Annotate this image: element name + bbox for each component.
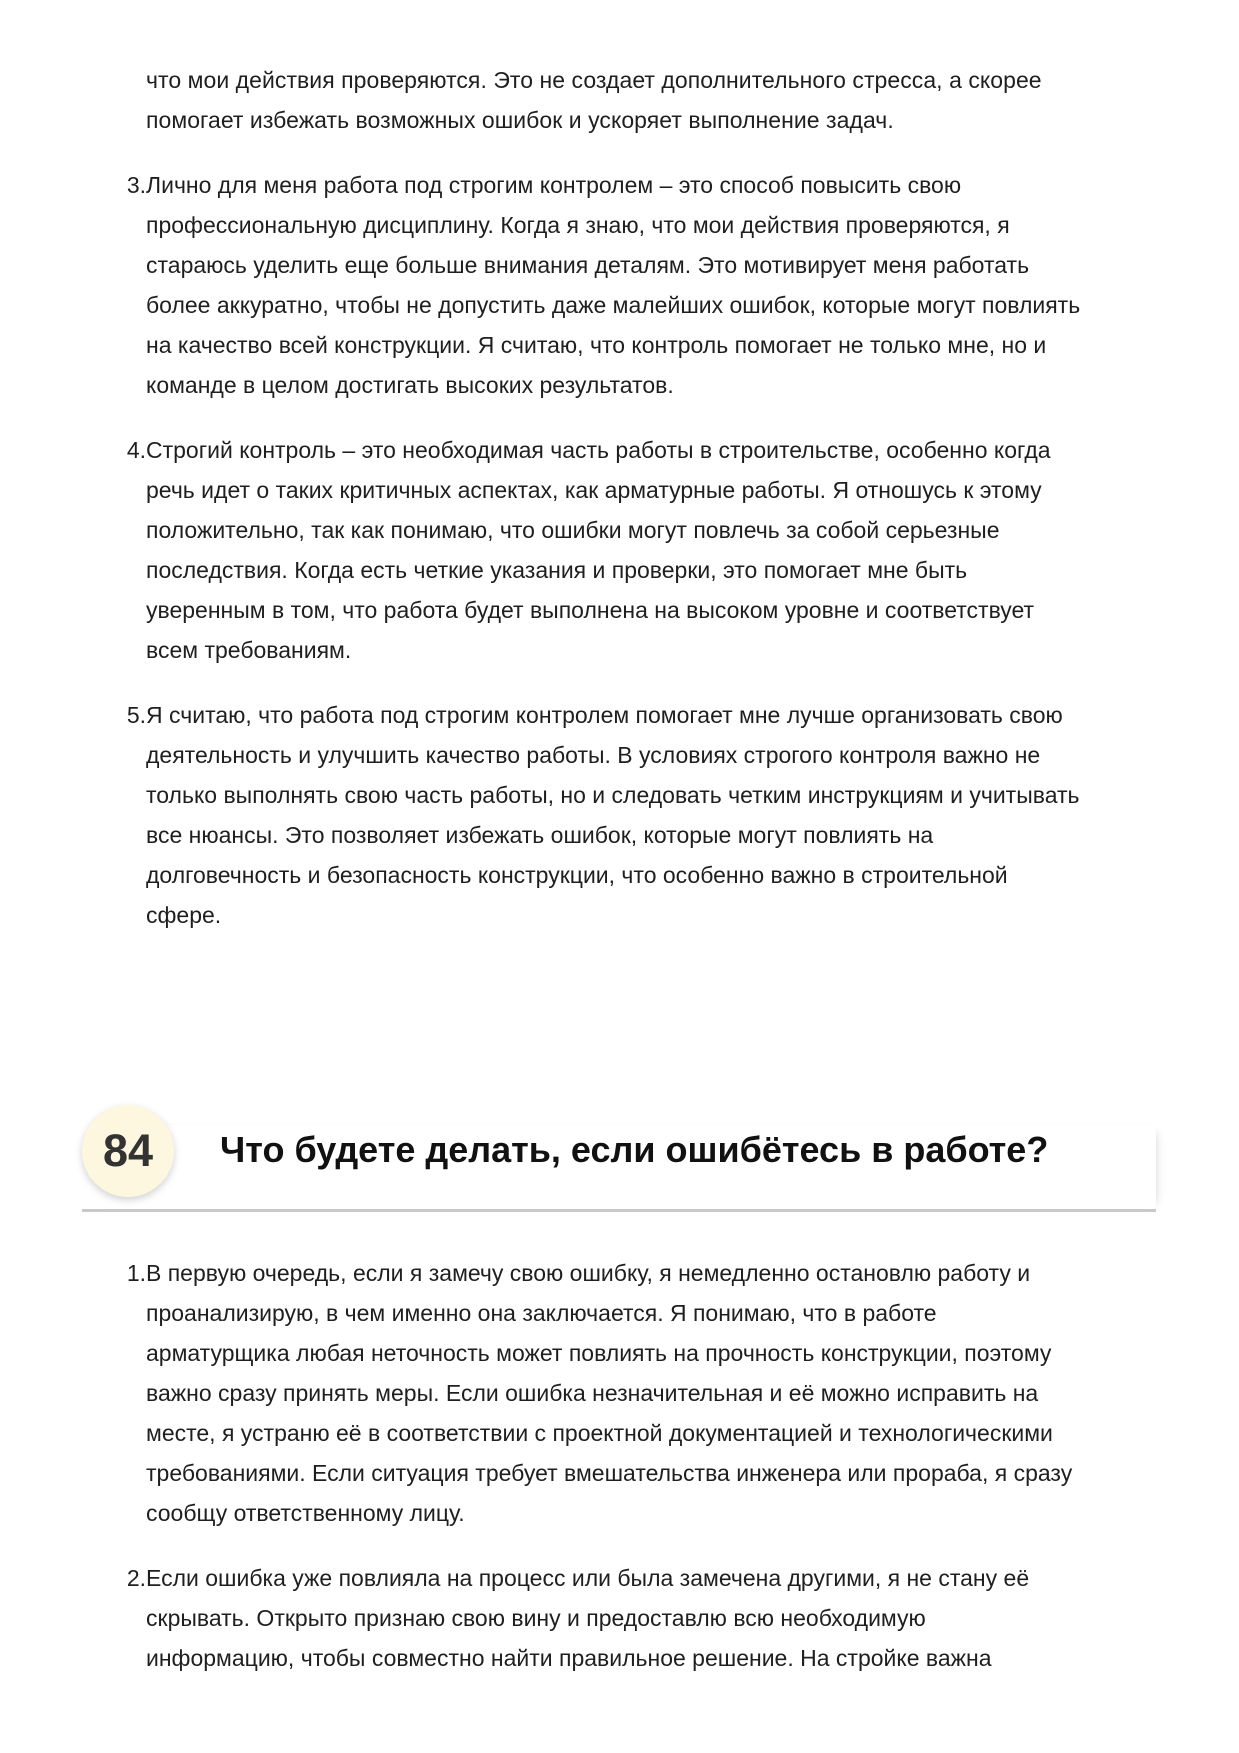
list-item — [120, 165, 1160, 405]
text-line: Лично для меня работа под строгим контролем – это способ повысить свою — [146, 172, 962, 198]
list-item — [120, 1253, 1160, 1533]
text-line: деятельность и улучшить качество работы. В условиях строгого контроля важно не — [146, 742, 1041, 768]
list-item — [120, 1558, 1160, 1678]
list-item — [120, 695, 1160, 935]
text-line: речь идет о таких критичных аспектах, как арматурные работы. Я отношусь к этому — [146, 477, 1042, 503]
question-title: Что будете делать, если ошибётесь в работе? — [220, 1129, 1049, 1170]
text-line: арматурщика любая неточность может повлиять на прочность конструкции, поэтому — [146, 1340, 1052, 1366]
text-line: скрывать. Открыто признаю свою вину и предоставлю всю необходимую — [146, 1605, 926, 1631]
header-divider — [82, 1209, 1156, 1212]
question-header — [82, 1103, 1156, 1211]
list-item-text — [146, 695, 1160, 935]
text-line: только выполнять свою часть работы, но и следовать четким инструкциям и учитывать — [146, 782, 1080, 808]
text-line: профессиональную дисциплину. Когда я знаю, что мои действия проверяются, я — [146, 212, 1010, 238]
text-line: последствия. Когда есть четкие указания и проверки, это помогает мне быть — [146, 557, 968, 583]
text-line: что мои действия проверяются. Это не создает дополнительного стресса, а скорее — [146, 67, 1042, 93]
text-line: важно сразу принять меры. Если ошибка незначительная и её можно исправить на — [146, 1380, 1039, 1406]
list-item-text — [146, 1558, 1160, 1678]
list-item — [120, 430, 1160, 670]
list-number: 2. — [126, 1565, 146, 1591]
text-line: стараюсь уделить еще больше внимания деталям. Это мотивирует меня работать — [146, 252, 1030, 278]
text-line: все нюансы. Это позволяет избежать ошибок, которые могут повлиять на — [146, 822, 934, 848]
continuation-paragraph — [146, 60, 1158, 140]
text-line: информацию, чтобы совместно найти правильное решение. На стройке важна — [146, 1645, 992, 1671]
list-item-text — [146, 430, 1160, 670]
text-line: на качество всей конструкции. Я считаю, что контроль помогает не только мне, но и — [146, 332, 1047, 358]
text-line: более аккуратно, чтобы не допустить даже малейших ошибок, которые могут повлиять — [146, 292, 1081, 318]
text-line: сфере. — [146, 902, 222, 928]
list-number: 1. — [126, 1260, 146, 1286]
text-line: уверенным в том, что работа будет выполнена на высоком уровне и соответствует — [146, 597, 1035, 623]
text-line: всем требованиям. — [146, 637, 352, 663]
text-line: сообщу ответственному лицу. — [146, 1500, 465, 1526]
text-line: месте, я устраню её в соответствии с проектной документацией и технологическими — [146, 1420, 1053, 1446]
text-line: Я считаю, что работа под строгим контролем помогает мне лучше организовать свою — [146, 702, 1063, 728]
text-line: проанализирую, в чем именно она заключается. Я понимаю, что в работе — [146, 1300, 937, 1326]
text-line: В первую очередь, если я замечу свою ошибку, я немедленно остановлю работу и — [146, 1260, 1031, 1286]
question-number-badge: 84 — [82, 1105, 174, 1197]
text-line: положительно, так как понимаю, что ошибки могут повлечь за собой серьезные — [146, 517, 1000, 543]
text-line: команде в целом достигать высоких результатов. — [146, 372, 674, 398]
text-line: требованиями. Если ситуация требует вмешательства инженера или прораба, я сразу — [146, 1460, 1073, 1486]
text-line: долговечность и безопасность конструкции, что особенно важно в строительной — [146, 862, 1008, 888]
list-item-text — [146, 1253, 1160, 1533]
text-line: Строгий контроль – это необходимая часть работы в строительстве, особенно когда — [146, 437, 1051, 463]
text-line: Если ошибка уже повлияла на процесс или была замечена другими, я не стану её — [146, 1565, 1030, 1591]
list-number: 4. — [126, 437, 146, 463]
list-item-text — [146, 165, 1160, 405]
text-line: помогает избежать возможных ошибок и ускоряет выполнение задач. — [146, 107, 894, 133]
list-number: 5. — [126, 702, 146, 728]
list-number: 3. — [126, 172, 146, 198]
